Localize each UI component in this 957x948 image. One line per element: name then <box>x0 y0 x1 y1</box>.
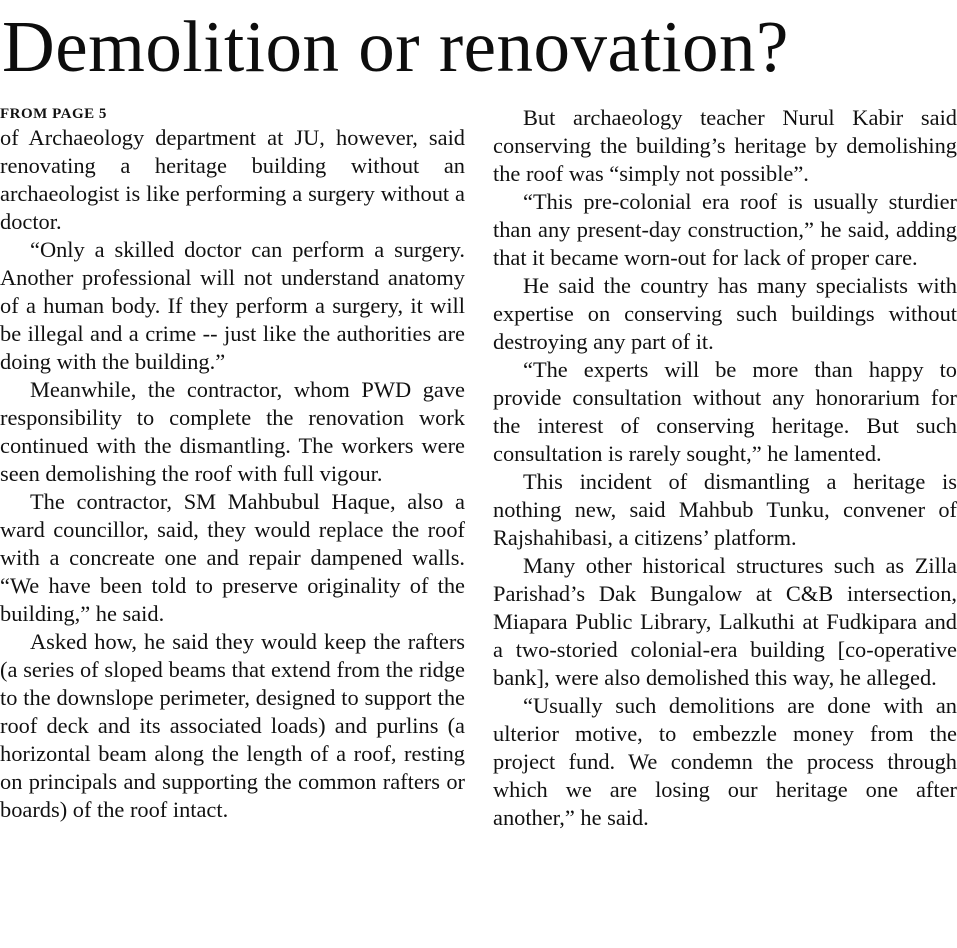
paragraph: But archaeology teacher Nurul Kabir said conserving the building’s heritage by demolishing the roof was “simply not possible”. <box>493 105 957 186</box>
right-column <box>493 104 957 832</box>
paragraph: Meanwhile, the contractor, whom PWD gave responsibility to complete the renovation work continued with the dismantling. The workers were seen demolishing the roof with full vigour. <box>0 377 465 486</box>
paragraph: of Archaeology department at JU, however, said renovating a heritage building without an archaeologist is like performing a surgery without a doctor. <box>0 125 465 234</box>
paragraph: He said the country has many specialists with expertise on conserving such buildings without destroying any part of it. <box>493 273 957 354</box>
paragraph: This incident of dismantling a heritage is nothing new, said Mahbub Tunku, convener of Rajshahibasi, a citizens’ platform. <box>493 469 957 550</box>
jump-line: FROM PAGE 5 <box>0 106 107 122</box>
paragraph: “This pre-colonial era roof is usually sturdier than any present-day construction,” he said, adding that it became worn-out for lack of proper care. <box>493 189 957 270</box>
left-column <box>0 104 465 824</box>
headline: Demolition or renovation? <box>2 6 789 87</box>
paragraph: The contractor, SM Mahbubul Haque, also a ward councillor, said, they would replace the roof with a concreate one and repair dampened walls. “We have been told to preserve originality of the building,” he said. <box>0 489 465 626</box>
paragraph: “Usually such demolitions are done with an ulterior motive, to embezzle money from the project fund. We condemn the process through which we are losing our heritage one after another,” he said. <box>493 693 957 830</box>
paragraph: Many other historical structures such as Zilla Parishad’s Dak Bungalow at C&B intersection, Miapara Public Library, Lalkuthi at Fudkipara and a two-storied colonial-era building [co-operative bank], were also demolished this way, he alleged. <box>493 553 957 690</box>
paragraph: “Only a skilled doctor can perform a surgery. Another professional will not understand anatomy of a human body. If they perform a surgery, it will be illegal and a crime -- just like the authorities are doing with the building.” <box>0 237 465 374</box>
paragraph: Asked how, he said they would keep the rafters (a series of sloped beams that extend from the ridge to the downslope perimeter, designed to support the roof deck and its associated loads) and purlins (a horizontal beam along the length of a roof, resting on principals and supporting the common rafters or boards) of the roof intact. <box>0 629 465 822</box>
paragraph: “The experts will be more than happy to provide consultation without any honorarium for the interest of conserving heritage. But such consultation is rarely sought,” he lamented. <box>493 357 957 466</box>
